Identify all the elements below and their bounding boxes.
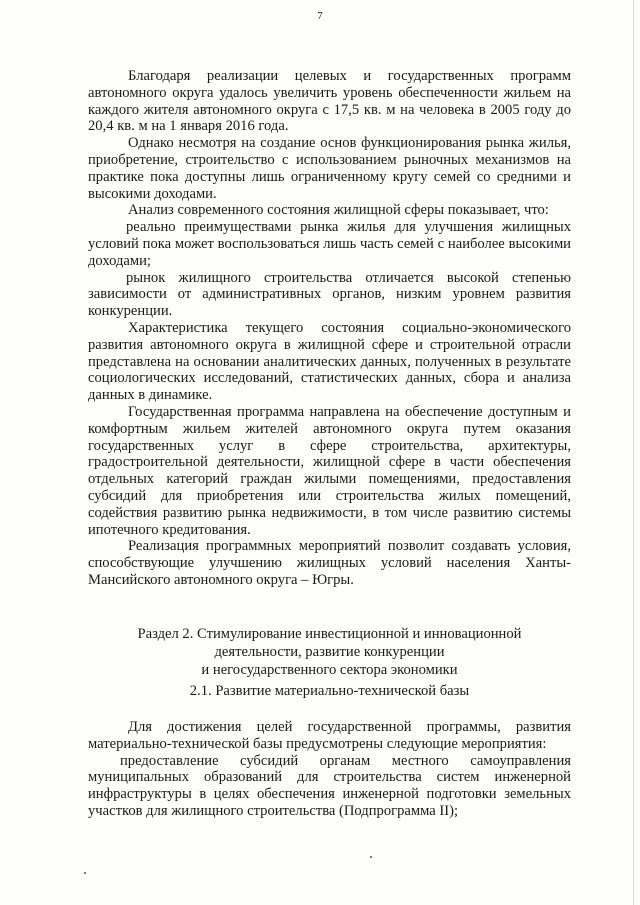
paragraph: Анализ современного состояния жилищной сферы показывает, что: (128, 202, 549, 219)
paragraph: Характеристика текущего состояния социально-экономического развития автономного округа в жилищной сфере и строительной отрасли представлена на основании аналитических данных, полученных в результате социологических исследований, статистических данных, сбора и анализа данных в динамике. (88, 319, 571, 404)
paragraph: Однако несмотря на создание основ функционирования рынка жилья, приобретение, строительство с использованием рыночных механизмов на практике пока доступны лишь ограниченному кругу семей со средними и высокими доходами. (88, 135, 571, 202)
list-paragraph: рынок жилищного строительства отличается высокой степенью зависимости от административных органов, низким уровнем развития конкуренции. (88, 269, 571, 320)
body-text-block (88, 68, 571, 589)
section-heading-line: Раздел 2. Стимулирование инвестиционной и инновационной (137, 626, 522, 642)
subsection-heading: 2.1. Развитие материально-технической базы (189, 683, 470, 699)
list-paragraph: реально преимуществами рынка жилья для улучшения жилищных условий пока может воспользоваться лишь часть семей с наиболее высокими доходами; (88, 219, 571, 269)
scan-speck (370, 856, 372, 858)
paragraph: Реализация программных мероприятий позволит создавать условия, способствующие улучшению жилищных условий населения Ханты-Мансийского автономного округа – Югры. (88, 538, 571, 588)
body-text-block-2 (88, 719, 571, 820)
page-number: 7 (317, 10, 323, 22)
paragraph: Для достижения целей государственной программы, развития материально-технической базы предусмотрены следующие мероприятия: (88, 719, 571, 752)
list-paragraph: предоставление субсидий органам местного самоуправления муниципальных образований для строительства систем инженерной инфраструктуры в целях обеспечения инженерной подготовки земельных участков для жилищного строительства (Подпрограмма II); (88, 752, 571, 819)
paragraph: Благодаря реализации целевых и государственных программ автономного округа удалось увеличить уровень обеспеченности жильем на каждого жителя автономного округа с 17,5 кв. м на человека в 2005 году до 20,4 кв. м на 1 января 2016 года. (88, 68, 571, 135)
section-heading (88, 625, 571, 679)
section-heading-line: и негосударственного сектора экономики (201, 662, 458, 678)
section-heading-line: деятельности, развитие конкуренции (214, 644, 445, 660)
scan-edge-line (633, 0, 634, 905)
paragraph: Государственная программа направлена на обеспечение доступным и комфортным жильем жителей автономного округа путем оказания государственных услуг в сфере строительства, архитектуры, градостроительной деятельности, жилищной сфере в части обеспечения отдельных категорий граждан жилыми помещениями, предоставления субсидий для приобретения или строительства жилых помещений, содействия развитию рынка недвижимости, в том числе развитию системы ипотечного кредитования. (88, 403, 571, 538)
scan-speck (84, 872, 86, 874)
